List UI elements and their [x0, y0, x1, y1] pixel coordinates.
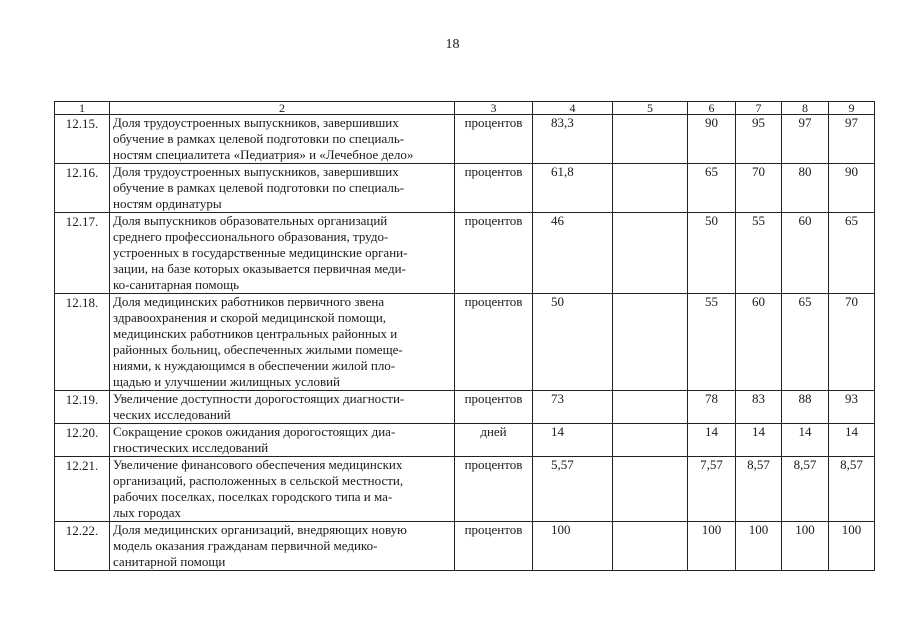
value-col-5 — [613, 213, 688, 294]
value-col-9: 65 — [829, 213, 875, 294]
indicator-name-line: Доля трудоустроенных выпускников, завершивших — [113, 164, 399, 179]
value-col-4: 100 — [533, 522, 613, 571]
page-number: 18 — [445, 37, 460, 52]
value-col-4: 83,3 — [533, 115, 613, 164]
column-number-1: 1 — [55, 102, 110, 115]
indicator-name-line: устроенных в государственные медицинские органи- — [113, 245, 408, 260]
unit-cell: процентов — [455, 457, 533, 522]
indicator-name-line: Доля выпускников образовательных организаций — [113, 213, 388, 228]
indicator-name-line: модель оказания гражданам первичной медико- — [113, 538, 378, 553]
value-col-9: 93 — [829, 391, 875, 424]
unit-cell: процентов — [455, 391, 533, 424]
indicator-name — [110, 391, 455, 424]
value-col-4: 5,57 — [533, 457, 613, 522]
indicator-name-line: организаций, расположенных в сельской местности, — [113, 473, 404, 488]
indicator-name-line: Увеличение финансового обеспечения медицинских — [113, 457, 403, 472]
indicator-name-line: обучение в рамках целевой подготовки по специаль- — [113, 131, 405, 146]
indicator-name-line: Увеличение доступности дорогостоящих диагности- — [113, 391, 405, 406]
value-col-7: 55 — [736, 213, 782, 294]
column-number-4: 4 — [533, 102, 613, 115]
value-col-5 — [613, 164, 688, 213]
indicator-name-line: ческих исследований — [113, 407, 231, 422]
indicator-name-line: зации, на базе которых оказывается первичная меди- — [113, 261, 406, 276]
indicator-name — [110, 164, 455, 213]
value-col-8: 97 — [782, 115, 829, 164]
value-col-9: 8,57 — [829, 457, 875, 522]
indicator-name — [110, 294, 455, 391]
value-col-6: 90 — [688, 115, 736, 164]
unit-cell: дней — [455, 424, 533, 457]
value-col-7: 60 — [736, 294, 782, 391]
value-col-6: 65 — [688, 164, 736, 213]
row-number: 12.19. — [55, 391, 110, 424]
indicator-name-line: лых городах — [113, 505, 181, 520]
unit-cell: процентов — [455, 213, 533, 294]
column-number-6: 6 — [688, 102, 736, 115]
value-col-6: 7,57 — [688, 457, 736, 522]
value-col-4: 46 — [533, 213, 613, 294]
unit-cell: процентов — [455, 294, 533, 391]
value-col-6: 100 — [688, 522, 736, 571]
indicator-name — [110, 457, 455, 522]
value-col-6: 78 — [688, 391, 736, 424]
row-number: 12.15. — [55, 115, 110, 164]
indicator-name-line: ниями, к нуждающимся в обеспечении жилой пло- — [113, 358, 396, 373]
indicator-name-line: рабочих поселках, поселках городского типа и ма- — [113, 489, 393, 504]
value-col-7: 100 — [736, 522, 782, 571]
indicator-name-line: Доля медицинских работников первичного звена — [113, 294, 385, 309]
indicator-name-line: обучение в рамках целевой подготовки по специаль- — [113, 180, 405, 195]
indicator-name-line: среднего профессионального образования, трудо- — [113, 229, 389, 244]
table-row — [55, 294, 875, 391]
column-number-9: 9 — [829, 102, 875, 115]
indicator-name-line: Доля медицинских организаций, внедряющих новую — [113, 522, 407, 537]
value-col-7: 70 — [736, 164, 782, 213]
value-col-8: 14 — [782, 424, 829, 457]
indicator-name-line: ностям специалитета «Педиатрия» и «Лечебное дело» — [113, 147, 414, 162]
indicators-table — [54, 101, 875, 571]
table-row — [55, 391, 875, 424]
indicator-name — [110, 522, 455, 571]
value-col-8: 88 — [782, 391, 829, 424]
value-col-8: 100 — [782, 522, 829, 571]
column-number-5: 5 — [613, 102, 688, 115]
value-col-5 — [613, 424, 688, 457]
indicator-name-line: здравоохранения и скорой медицинской помощи, — [113, 310, 387, 325]
indicator-name-line: Сокращение сроков ожидания дорогостоящих диа- — [113, 424, 396, 439]
row-number: 12.17. — [55, 213, 110, 294]
value-col-8: 65 — [782, 294, 829, 391]
indicator-name — [110, 424, 455, 457]
indicator-name-line: медицинских работников центральных районных и — [113, 326, 398, 341]
table-row — [55, 457, 875, 522]
value-col-5 — [613, 115, 688, 164]
value-col-9: 97 — [829, 115, 875, 164]
indicator-name-line: ко-санитарная помощь — [113, 277, 240, 292]
unit-cell: процентов — [455, 164, 533, 213]
value-col-6: 55 — [688, 294, 736, 391]
row-number: 12.18. — [55, 294, 110, 391]
value-col-9: 14 — [829, 424, 875, 457]
indicator-name-line: санитарной помощи — [113, 554, 226, 569]
indicator-name-line: щадью и улучшении жилищных условий — [113, 374, 340, 389]
indicator-name — [110, 115, 455, 164]
row-number: 12.20. — [55, 424, 110, 457]
row-number: 12.22. — [55, 522, 110, 571]
value-col-5 — [613, 522, 688, 571]
column-number-3: 3 — [455, 102, 533, 115]
value-col-4: 73 — [533, 391, 613, 424]
table-row — [55, 522, 875, 571]
unit-cell: процентов — [455, 522, 533, 571]
value-col-7: 95 — [736, 115, 782, 164]
column-number-row — [55, 102, 875, 115]
value-col-5 — [613, 457, 688, 522]
value-col-8: 80 — [782, 164, 829, 213]
value-col-6: 14 — [688, 424, 736, 457]
column-number-7: 7 — [736, 102, 782, 115]
indicator-name-line: гностических исследований — [113, 440, 269, 455]
value-col-8: 60 — [782, 213, 829, 294]
value-col-7: 83 — [736, 391, 782, 424]
table-row — [55, 115, 875, 164]
value-col-9: 70 — [829, 294, 875, 391]
value-col-4: 50 — [533, 294, 613, 391]
table-row — [55, 164, 875, 213]
value-col-7: 14 — [736, 424, 782, 457]
value-col-9: 90 — [829, 164, 875, 213]
value-col-7: 8,57 — [736, 457, 782, 522]
indicator-name-line: районных больниц, обеспеченных жилыми помеще- — [113, 342, 403, 357]
value-col-6: 50 — [688, 213, 736, 294]
value-col-4: 14 — [533, 424, 613, 457]
value-col-4: 61,8 — [533, 164, 613, 213]
indicator-name-line: ностям ординатуры — [113, 196, 222, 211]
value-col-5 — [613, 294, 688, 391]
indicator-name — [110, 213, 455, 294]
row-number: 12.16. — [55, 164, 110, 213]
indicator-name-line: Доля трудоустроенных выпускников, завершивших — [113, 115, 399, 130]
value-col-8: 8,57 — [782, 457, 829, 522]
row-number: 12.21. — [55, 457, 110, 522]
table-row — [55, 213, 875, 294]
column-number-8: 8 — [782, 102, 829, 115]
value-col-5 — [613, 391, 688, 424]
column-number-2: 2 — [110, 102, 455, 115]
table-row — [55, 424, 875, 457]
unit-cell: процентов — [455, 115, 533, 164]
value-col-9: 100 — [829, 522, 875, 571]
